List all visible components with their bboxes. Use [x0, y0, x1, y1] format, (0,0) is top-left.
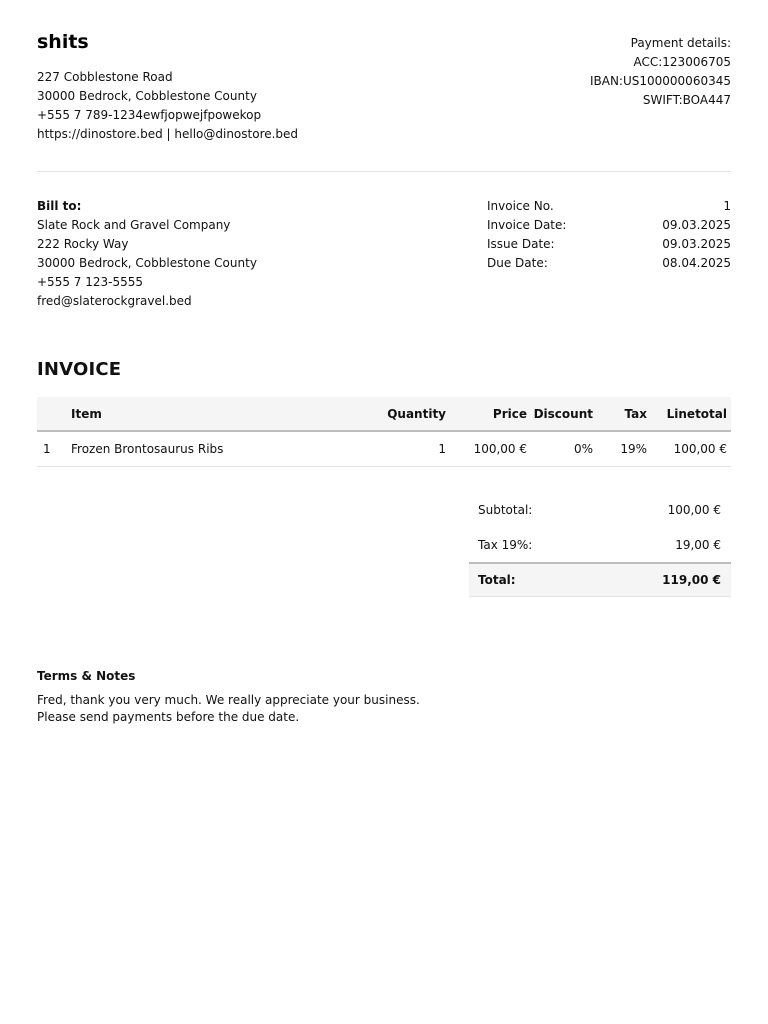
company-phone: +555 7 789-1234ewfjopwejfpowekop — [37, 108, 262, 122]
company-address-line1: 227 Cobblestone Road — [37, 70, 173, 84]
bill-to-label: Bill to: — [37, 199, 82, 213]
row-number: 1 — [37, 431, 71, 467]
line-items-table — [37, 397, 731, 467]
payment-swift: SWIFT:BOA447 — [642, 93, 731, 107]
tax-label: Tax 19%: — [478, 537, 533, 552]
meta-label: Due Date: — [487, 256, 548, 270]
meta-due-date — [487, 254, 731, 273]
totals-block — [469, 492, 731, 597]
meta-value: 09.03.2025 — [662, 218, 731, 232]
meta-value: 1 — [723, 199, 731, 213]
meta-invoice-date — [487, 216, 731, 235]
meta-label: Invoice Date: — [487, 218, 567, 232]
row-item: Frozen Brontosaurus Ribs — [71, 431, 351, 467]
bill-to-phone: +555 7 123-5555 — [37, 275, 143, 289]
company-name: shits — [37, 31, 89, 53]
meta-label: Issue Date: — [487, 237, 555, 251]
row-tax: 19% — [597, 431, 651, 467]
meta-invoice-no — [487, 197, 731, 216]
row-linetotal: 100,00 € — [651, 431, 731, 467]
bill-to-street: 222 Rocky Way — [37, 237, 129, 251]
subtotal-row — [469, 492, 731, 527]
subtotal-value: 100,00 € — [667, 502, 721, 517]
notes-line: Please send payments before the due date. — [37, 710, 300, 724]
payment-acc: ACC:123006705 — [633, 55, 731, 69]
tax-value: 19,00 € — [675, 537, 721, 552]
terms-notes-label: Terms & Notes — [37, 669, 136, 683]
company-address-line2: 30000 Bedrock, Cobblestone County — [37, 89, 257, 103]
invoice-header — [37, 0, 731, 172]
column-header-price: Price — [452, 397, 531, 431]
column-header-linetotal: Linetotal — [651, 397, 731, 431]
bill-to-email: fred@slaterockgravel.bed — [37, 294, 192, 308]
payment-iban: IBAN:US100000060345 — [589, 74, 731, 88]
table-row — [37, 431, 731, 467]
terms-notes-text — [37, 692, 420, 726]
company-address-block — [37, 68, 298, 144]
row-quantity: 1 — [351, 431, 452, 467]
invoice-title: INVOICE — [37, 359, 122, 380]
meta-issue-date — [487, 235, 731, 254]
column-header-number — [37, 397, 71, 431]
invoice-meta — [487, 197, 731, 273]
payment-details — [590, 34, 731, 110]
column-header-discount: Discount — [531, 397, 597, 431]
company-web-email: https://dinostore.bed | hello@dinostore.bed — [37, 127, 299, 141]
column-header-tax: Tax — [597, 397, 651, 431]
meta-label: Invoice No. — [487, 199, 554, 213]
row-price: 100,00 € — [452, 431, 531, 467]
column-header-quantity: Quantity — [351, 397, 452, 431]
table-header-row — [37, 397, 731, 431]
notes-line: Fred, thank you very much. We really appreciate your business. — [37, 693, 420, 707]
bill-to-company: Slate Rock and Gravel Company — [37, 218, 231, 232]
bill-to-block — [37, 197, 257, 311]
meta-value: 09.03.2025 — [662, 237, 731, 251]
tax-row — [469, 527, 731, 562]
terms-notes — [37, 667, 420, 726]
column-header-item: Item — [71, 397, 351, 431]
row-discount: 0% — [531, 431, 597, 467]
bill-to-city: 30000 Bedrock, Cobblestone County — [37, 256, 257, 270]
subtotal-label: Subtotal: — [478, 502, 533, 517]
total-value: 119,00 € — [662, 573, 721, 587]
payment-details-label: Payment details: — [630, 36, 731, 50]
total-label: Total: — [478, 573, 516, 587]
meta-value: 08.04.2025 — [662, 256, 731, 270]
total-row — [469, 562, 731, 597]
header-divider — [37, 171, 731, 172]
